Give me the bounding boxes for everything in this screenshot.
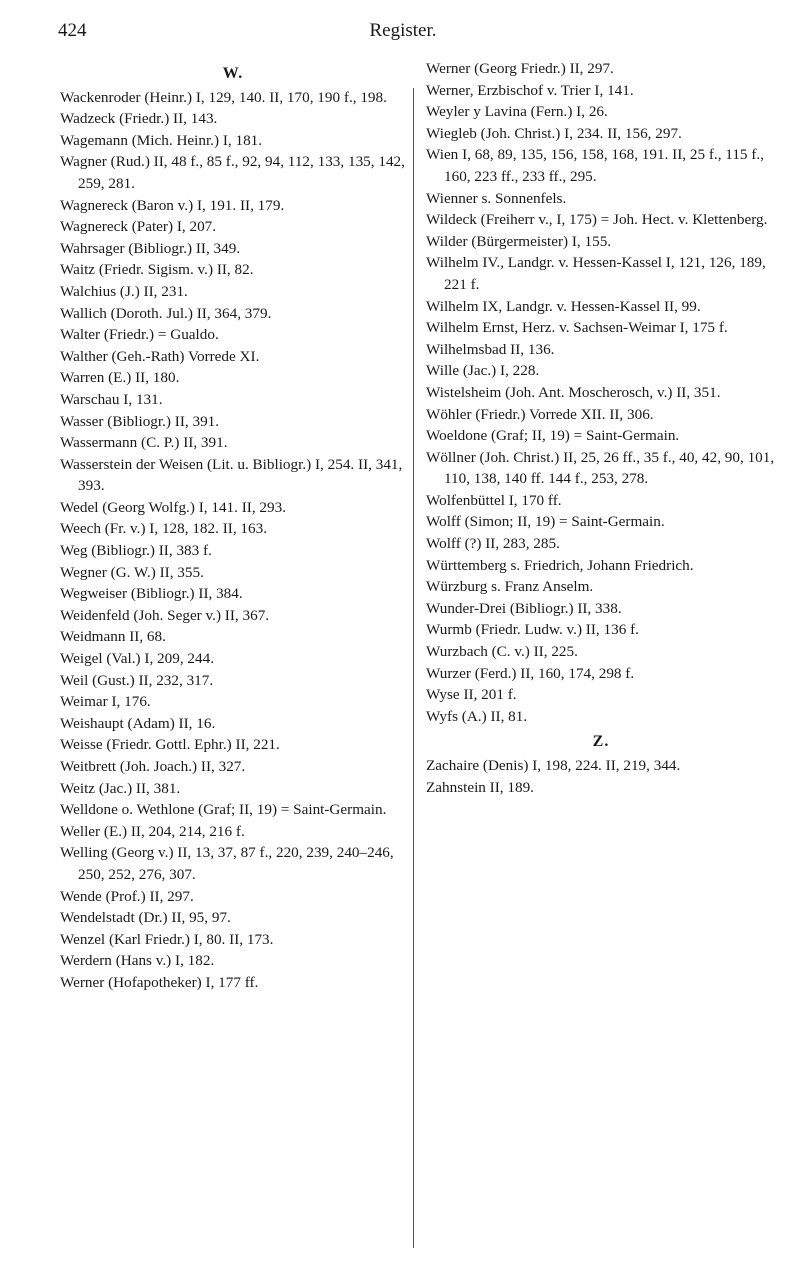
index-entry: Weidenfeld (Joh. Seger v.) II, 367. [60,606,270,624]
index-entry: Wende (Prof.) II, 297. [60,887,194,905]
index-entry: Weitz (Jac.) II, 381. [60,779,181,797]
right-entry-list [426,58,776,727]
index-entry: Zahnstein II, 189. [426,778,534,796]
index-entry: Wadzeck (Friedr.) II, 143. [60,110,218,128]
index-entry: Wilder (Bürgermeister) I, 155. [426,232,612,250]
index-entry: Wassermann (C. P.) II, 391. [60,434,228,452]
index-entry: Wille (Jac.) I, 228. [426,362,540,380]
index-entry: Werner (Hofapotheker) I, 177 ff. [60,973,259,991]
index-entry: Wilhelm IV., Landgr. v. Hessen-Kassel I, 121, 126, 189, 221 f. [426,254,766,293]
right-column [426,58,776,798]
index-entry: Wistelsheim (Joh. Ant. Moscherosch, v.) II, 351. [426,383,721,401]
index-entry: Wackenroder (Heinr.) I, 129, 140. II, 170, 190 f., 198. [60,88,387,106]
index-entry: Werner, Erzbischof v. Trier I, 141. [426,81,634,99]
index-entry: Wendelstadt (Dr.) II, 95, 97. [60,909,231,927]
index-entry: Werdern (Hans v.) I, 182. [60,952,215,970]
index-entry: Wasser (Bibliogr.) II, 391. [60,412,220,430]
index-entry: Wagnereck (Baron v.) I, 191. II, 179. [60,196,285,214]
z-entry-list [426,755,776,798]
index-entry: Werner (Georg Friedr.) II, 297. [426,60,614,77]
index-entry: Weisse (Friedr. Gottl. Ephr.) II, 221. [60,736,280,754]
index-entry: Waitz (Friedr. Sigism. v.) II, 82. [60,261,254,279]
index-entry: Wahrsager (Bibliogr.) II, 349. [60,239,241,257]
index-entry: Woeldone (Graf; II, 19) = Saint-Germain. [426,427,680,445]
page-number: 424 [58,20,87,41]
index-entry: Wyse II, 201 f. [426,686,517,704]
index-entry: Wunder-Drei (Bibliogr.) II, 338. [426,599,622,617]
index-entry: Wallich (Doroth. Jul.) II, 364, 379. [60,304,272,322]
index-entry: Weigel (Val.) I, 209, 244. [60,650,214,668]
index-entry: Wien I, 68, 89, 135, 156, 158, 168, 191. II, 25 f., 115 f., 160, 223 ff., 233 ff., 295. [426,146,764,185]
index-entry: Weg (Bibliogr.) II, 383 f. [60,542,212,560]
running-title: Register. [369,20,437,41]
index-entry: Wienner s. Sonnenfels. [426,189,567,207]
index-entry: Weil (Gust.) II, 232, 317. [60,671,214,689]
index-entry: Weishaupt (Adam) II, 16. [60,714,216,732]
index-entry: Wolff (?) II, 283, 285. [426,535,560,553]
index-entry: Warschau I, 131. [60,390,163,408]
index-entry: Wenzel (Karl Friedr.) I, 80. II, 173. [60,930,274,948]
index-entry: Wasserstein der Weisen (Lit. u. Bibliogr.) I, 254. II, 341, 393. [60,455,403,495]
index-entry: Weimar I, 176. [60,693,151,711]
index-entry: Wagnereck (Pater) I, 207. [60,218,217,236]
index-entry: Wilhelm IX, Landgr. v. Hessen-Kassel II, 99. [426,297,701,315]
index-entry: Wagner (Rud.) II, 48 f., 85 f., 92, 94, 112, 133, 135, 142, 259, 281. [60,153,405,192]
index-entry: Wilhelmsbad II, 136. [426,340,555,358]
index-entry: Walther (Geh.-Rath) Vorrede XI. [60,347,260,365]
index-entry: Wöllner (Joh. Christ.) II, 25, 26 ff., 35 f., 40, 42, 90, 101, 110, 138, 140 ff. 144 f., 253, 278. [426,448,775,488]
index-entry: Walter (Friedr.) = Gualdo. [60,326,219,344]
index-entry: Wyfs (A.) II, 81. [426,707,528,725]
index-entry: Weidmann II, 68. [60,628,166,646]
index-entry: Wedel (Georg Wolfg.) I, 141. II, 293. [60,498,287,516]
index-entry: Welldone o. Wethlone (Graf; II, 19) = Saint-Germain. [60,801,387,819]
letter-heading-z: Z. [592,733,610,751]
index-entry: Weitbrett (Joh. Joach.) II, 327. [60,758,246,775]
index-entry: Weller (E.) II, 204, 214, 216 f. [60,822,245,840]
index-entry: Wurzer (Ferd.) II, 160, 174, 298 f. [426,664,635,682]
index-entry: Wilhelm Ernst, Herz. v. Sachsen-Weimar I, 175 f. [426,319,728,337]
index-entry: Wolfenbüttel I, 170 ff. [426,491,562,509]
index-entry: Wurmb (Friedr. Ludw. v.) II, 136 f. [426,621,639,639]
index-entry: Wöhler (Friedr.) Vorrede XII. II, 306. [426,405,654,423]
page-header [58,20,748,46]
column-divider [413,88,414,1248]
index-entry: Wildeck (Freiherr v., I, 175) = Joh. Hect. v. Klettenberg. [426,211,768,229]
index-entry: Würzburg s. Franz Anselm. [426,578,594,596]
index-entry: Walchius (J.) II, 231. [60,282,188,300]
index-entry: Wiegleb (Joh. Christ.) I, 234. II, 156, 297. [426,124,682,142]
index-entry: Weyler y Lavina (Fern.) I, 26. [426,103,608,121]
index-entry: Wolff (Simon; II, 19) = Saint-Germain. [426,513,665,531]
index-entry: Weech (Fr. v.) I, 128, 182. II, 163. [60,520,267,538]
index-entry: Wurzbach (C. v.) II, 225. [426,643,578,661]
index-entry: Wagemann (Mich. Heinr.) I, 181. [60,131,263,149]
letter-heading-w: W. [222,65,244,82]
index-entry: Welling (Georg v.) II, 13, 37, 87 f., 220, 239, 240–246, 250, 252, 276, 307. [60,844,394,883]
left-column [60,58,406,994]
index-entry: Warren (E.) II, 180. [60,369,180,387]
index-entry: Wegweiser (Bibliogr.) II, 384. [60,585,243,603]
index-entry: Württemberg s. Friedrich, Johann Friedrich. [426,556,694,574]
index-entry: Wegner (G. W.) II, 355. [60,563,204,581]
index-entry: Zachaire (Denis) I, 198, 224. II, 219, 344. [426,757,681,774]
